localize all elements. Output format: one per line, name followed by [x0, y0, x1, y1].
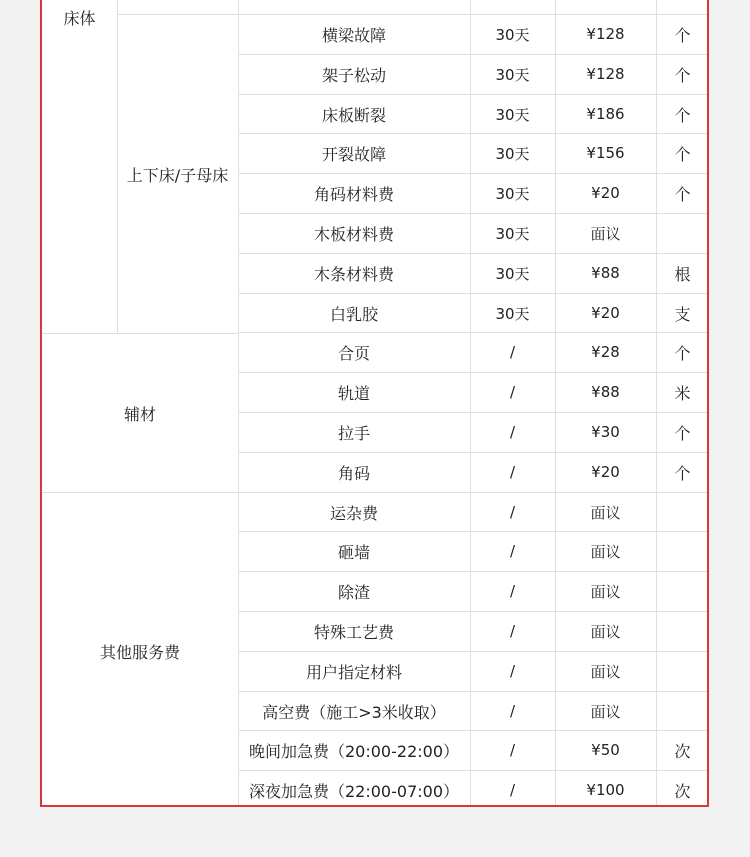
- price: ¥88: [591, 264, 620, 282]
- warranty-period: /: [509, 463, 516, 481]
- item-name: 轨道: [337, 383, 370, 403]
- price-table: [40, 0, 709, 807]
- item-name: 特殊工艺费: [313, 622, 394, 642]
- warranty-period: 30天: [495, 304, 530, 323]
- unit: [656, 213, 709, 253]
- price: 面议: [590, 622, 621, 641]
- group-divider: [42, 492, 238, 493]
- unit: 个: [674, 184, 691, 204]
- warranty-period: 30天: [495, 105, 530, 124]
- item-name: 木板材料费: [313, 224, 394, 244]
- unit: [656, 492, 709, 532]
- unit: 根: [674, 264, 691, 284]
- price: 面议: [590, 224, 621, 243]
- unit: 个: [674, 343, 691, 363]
- group-label-bunk-bed: 上下床/子母床: [126, 165, 229, 185]
- warranty-period: /: [509, 622, 516, 640]
- unit: 个: [674, 65, 691, 85]
- item-name: 用户指定材料: [305, 662, 402, 682]
- price: ¥100: [586, 781, 625, 799]
- group-divider: [117, 14, 238, 15]
- warranty-period: /: [509, 503, 516, 521]
- item-name: 除渣: [337, 582, 370, 602]
- item-name: 砸墙: [337, 542, 370, 562]
- item-name: 角码材料费: [313, 184, 394, 204]
- warranty-period: 30天: [495, 184, 530, 203]
- price: ¥28: [591, 343, 620, 361]
- warranty-period: 30天: [495, 25, 530, 44]
- warranty-period: /: [509, 343, 516, 361]
- partial-row: [238, 0, 470, 14]
- price: ¥20: [591, 304, 620, 322]
- item-name: 角码: [337, 463, 370, 483]
- price: ¥88: [591, 383, 620, 401]
- warranty-period: /: [509, 702, 516, 720]
- unit: 次: [674, 781, 691, 801]
- unit: 个: [674, 423, 691, 443]
- price: ¥128: [586, 25, 625, 43]
- price: 面议: [590, 662, 621, 681]
- item-name: 晚间加急费（20:00-22:00）: [249, 741, 459, 761]
- unit: 个: [674, 463, 691, 483]
- warranty-period: /: [509, 781, 516, 799]
- item-name: 木条材料费: [313, 264, 394, 284]
- unit: 次: [674, 741, 691, 761]
- group-label-bed-body: 床体: [63, 8, 96, 28]
- price: ¥128: [586, 65, 625, 83]
- warranty-period: /: [509, 582, 516, 600]
- item-name: 床板断裂: [321, 105, 386, 125]
- warranty-period: /: [509, 741, 516, 759]
- unit: [656, 531, 709, 571]
- item-name: 横梁故障: [321, 25, 386, 45]
- item-name: 白乳胶: [329, 304, 378, 324]
- price: ¥186: [586, 105, 625, 123]
- price: ¥20: [591, 463, 620, 481]
- item-name: 架子松动: [321, 65, 386, 85]
- unit: 个: [674, 105, 691, 125]
- item-name: 深夜加急费（22:00-07:00）: [249, 781, 459, 801]
- price: ¥156: [586, 144, 625, 162]
- group-label-accessories: 辅材: [123, 404, 156, 424]
- warranty-period: 30天: [495, 264, 530, 283]
- price: ¥30: [591, 423, 620, 441]
- warranty-period: 30天: [495, 65, 530, 84]
- group-divider: [42, 333, 238, 334]
- unit: [656, 571, 709, 611]
- unit: [656, 691, 709, 731]
- price: 面议: [590, 582, 621, 601]
- warranty-period: /: [509, 423, 516, 441]
- item-name: 拉手: [337, 423, 370, 443]
- price: ¥20: [591, 184, 620, 202]
- price: ¥50: [591, 741, 620, 759]
- warranty-period: 30天: [495, 144, 530, 163]
- item-name: 合页: [337, 343, 370, 363]
- item-name: 高空费（施工>3米收取）: [262, 702, 446, 722]
- unit: 支: [674, 304, 691, 324]
- price: 面议: [590, 503, 621, 522]
- warranty-period: /: [509, 662, 516, 680]
- item-name: 运杂费: [329, 503, 378, 523]
- warranty-period: /: [509, 383, 516, 401]
- unit: 个: [674, 25, 691, 45]
- price: 面议: [590, 542, 621, 561]
- warranty-period: 30天: [495, 224, 530, 243]
- unit: [656, 611, 709, 651]
- warranty-period: /: [509, 542, 516, 560]
- group-label-other-services: 其他服务费: [99, 642, 180, 662]
- unit: [656, 651, 709, 691]
- unit: 个: [674, 144, 691, 164]
- unit: 米: [674, 383, 691, 403]
- price: 面议: [590, 702, 621, 721]
- item-name: 开裂故障: [321, 144, 386, 164]
